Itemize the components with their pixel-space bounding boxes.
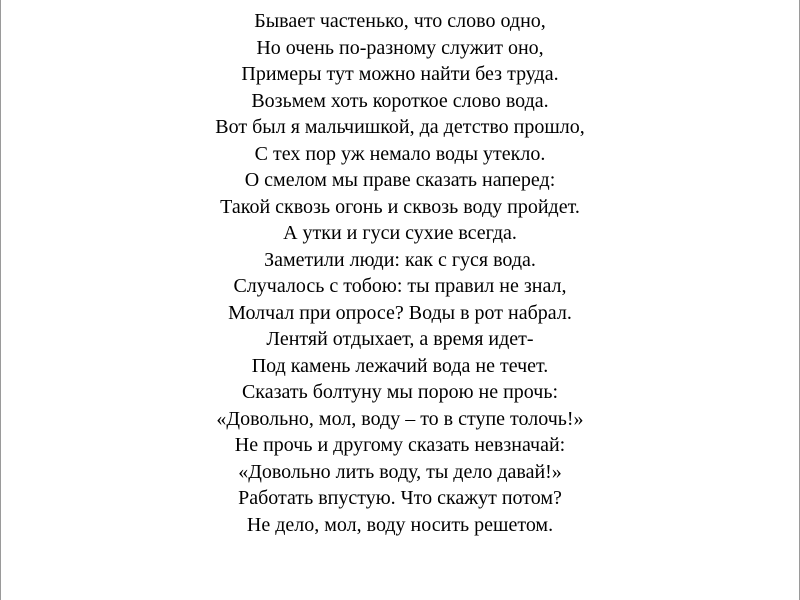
poem-line: С тех пор уж немало воды утекло. xyxy=(254,142,546,165)
poem-line: Бывает частенько, что слово одно, xyxy=(254,10,546,32)
poem-line: «Довольно лить воду, ты дело давай!» xyxy=(238,460,562,483)
poem-line: Сказать болтуну мы порою не прочь: xyxy=(241,381,559,403)
poem-line: Такой сквозь огонь и сквозь воду пройдет. xyxy=(220,195,580,218)
poem-text xyxy=(0,8,800,538)
poem-line: О смелом мы праве сказать наперед: xyxy=(244,169,556,191)
poem-line: Лентяй отдыхает, а время идет- xyxy=(266,328,534,350)
poem-line: Заметили люди: как с гуся вода. xyxy=(264,248,536,271)
poem-line: Не дело, мол, воду носить решетом. xyxy=(246,513,554,536)
poem-line: «Довольно, мол, воду – то в ступе толочь!» xyxy=(216,407,584,430)
poem-line: Возьмем хоть короткое слово вода. xyxy=(251,89,549,112)
poem-line: Но очень по-разному служит оно, xyxy=(256,36,544,59)
poem-line: Случалось с тобою: ты правил не знал, xyxy=(233,275,567,297)
poem-line: Вот был я мальчишкой, да детство прошло, xyxy=(215,116,585,138)
poem-line: Не прочь и другому сказать невзначай: xyxy=(234,434,566,456)
poem-line: А утки и гуси сухие всегда. xyxy=(283,222,517,244)
poem-line: Молчал при опросе? Воды в рот набрал. xyxy=(228,301,572,324)
poem-line: Примеры тут можно найти без труда. xyxy=(241,63,559,85)
poem-line: Работать впустую. Что скажут потом? xyxy=(238,487,562,509)
poem-line: Под камень лежачий вода не течет. xyxy=(251,354,549,377)
